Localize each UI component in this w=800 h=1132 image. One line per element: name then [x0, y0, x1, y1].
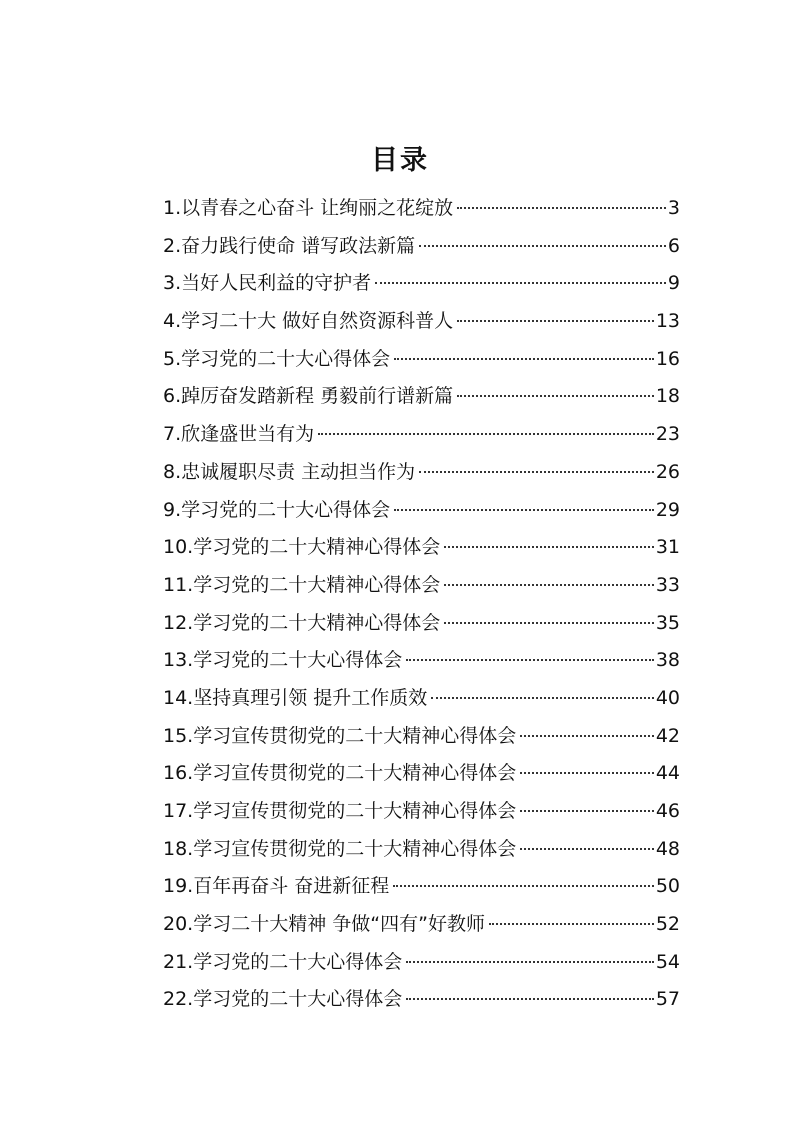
dot-leader — [457, 320, 654, 322]
dot-leader — [457, 207, 666, 209]
dot-leader — [520, 735, 654, 737]
toc-entry-title: 11.学习党的二十大精神心得体会 — [163, 573, 441, 596]
dot-leader — [394, 509, 654, 511]
toc-page-number: 29 — [655, 498, 680, 521]
toc-entry-title: 21.学习党的二十大心得体会 — [163, 950, 403, 973]
dot-leader — [431, 697, 654, 699]
toc-page-number: 6 — [667, 234, 680, 257]
toc-entry[interactable] — [163, 831, 680, 869]
toc-entry-title: 5.学习党的二十大心得体会 — [163, 347, 391, 370]
toc-entry-title: 2.奋力践行使命 谱写政法新篇 — [163, 234, 416, 257]
dot-leader — [444, 584, 654, 586]
toc-entry[interactable] — [163, 755, 680, 793]
toc-entry-title: 14.坚持真理引领 提升工作质效 — [163, 686, 428, 709]
toc-entry-title: 20.学习二十大精神 争做“四有”好教师 — [163, 913, 485, 936]
dot-leader — [393, 885, 654, 887]
toc-entry[interactable] — [163, 265, 680, 303]
toc-page-number: 13 — [655, 310, 680, 333]
toc-page-number: 38 — [655, 649, 680, 672]
toc-page-number: 18 — [655, 385, 680, 408]
toc-page-number: 57 — [655, 988, 680, 1011]
toc-page-number: 35 — [655, 611, 680, 634]
toc-list — [163, 190, 680, 1019]
toc-entry-title: 13.学习党的二十大心得体会 — [163, 649, 403, 672]
toc-page-number: 48 — [655, 837, 680, 860]
dot-leader — [375, 282, 666, 284]
toc-page-number: 50 — [655, 875, 680, 898]
toc-entry[interactable] — [163, 605, 680, 643]
toc-entry[interactable] — [163, 190, 680, 228]
toc-entry-title: 12.学习党的二十大精神心得体会 — [163, 611, 441, 634]
toc-entry[interactable] — [163, 642, 680, 680]
toc-entry[interactable] — [163, 680, 680, 718]
dot-leader — [419, 471, 654, 473]
toc-entry-title: 19.百年再奋斗 奋进新征程 — [163, 875, 390, 898]
dot-leader — [457, 395, 654, 397]
toc-entry[interactable] — [163, 944, 680, 982]
toc-page-number: 9 — [667, 272, 680, 295]
toc-entry[interactable] — [163, 228, 680, 266]
toc-entry[interactable] — [163, 793, 680, 831]
toc-page-number: 23 — [655, 423, 680, 446]
toc-entry-title: 10.学习党的二十大精神心得体会 — [163, 536, 441, 559]
toc-entry-title: 22.学习党的二十大心得体会 — [163, 988, 403, 1011]
dot-leader — [489, 923, 654, 925]
dot-leader — [318, 433, 654, 435]
toc-entry[interactable] — [163, 981, 680, 1019]
toc-page-number: 3 — [667, 197, 680, 219]
dot-leader — [520, 848, 654, 850]
toc-entry-title: 1.以青春之心奋斗 让绚丽之花绽放 — [163, 197, 454, 219]
toc-page-number: 31 — [655, 536, 680, 559]
toc-entry-title: 7.欣逢盛世当有为 — [163, 423, 315, 446]
toc-page-number: 52 — [655, 913, 680, 936]
toc-entry[interactable] — [163, 868, 680, 906]
toc-entry-title: 3.当好人民利益的守护者 — [163, 272, 372, 295]
toc-entry-title: 6.踔厉奋发踏新程 勇毅前行谱新篇 — [163, 385, 454, 408]
dot-leader — [406, 659, 654, 661]
toc-entry[interactable] — [163, 378, 680, 416]
dot-leader — [444, 622, 654, 624]
dot-leader — [520, 772, 654, 774]
toc-entry[interactable] — [163, 906, 680, 944]
toc-page-number: 44 — [655, 762, 680, 785]
toc-entry-title: 18.学习宣传贯彻党的二十大精神心得体会 — [163, 837, 517, 860]
toc-entry[interactable] — [163, 303, 680, 341]
dot-leader — [406, 961, 654, 963]
dot-leader — [520, 810, 654, 812]
toc-entry[interactable] — [163, 492, 680, 530]
dot-leader — [444, 546, 654, 548]
toc-page-number: 40 — [655, 686, 680, 709]
dot-leader — [394, 358, 654, 360]
toc-page-number: 26 — [655, 460, 680, 483]
toc-entry-title: 9.学习党的二十大心得体会 — [163, 498, 391, 521]
dot-leader — [419, 245, 666, 247]
page-title: 目录 — [371, 145, 429, 176]
toc-page-number: 42 — [655, 724, 680, 747]
toc-entry-title: 17.学习宣传贯彻党的二十大精神心得体会 — [163, 800, 517, 822]
toc-page-number: 46 — [655, 800, 680, 822]
toc-page-number: 54 — [655, 950, 680, 973]
toc-entry[interactable] — [163, 341, 680, 379]
toc-entry-title: 4.学习二十大 做好自然资源科普人 — [163, 310, 454, 333]
toc-entry-title: 8.忠诚履职尽责 主动担当作为 — [163, 460, 416, 483]
toc-entry[interactable] — [163, 718, 680, 756]
toc-page-number: 16 — [655, 347, 680, 370]
toc-entry[interactable] — [163, 454, 680, 492]
toc-entry-title: 15.学习宣传贯彻党的二十大精神心得体会 — [163, 724, 517, 747]
toc-entry[interactable] — [163, 529, 680, 567]
toc-entry-title: 16.学习宣传贯彻党的二十大精神心得体会 — [163, 762, 517, 785]
dot-leader — [406, 998, 654, 1000]
toc-entry[interactable] — [163, 567, 680, 605]
toc-page-number: 33 — [655, 573, 680, 596]
toc-entry[interactable] — [163, 416, 680, 454]
